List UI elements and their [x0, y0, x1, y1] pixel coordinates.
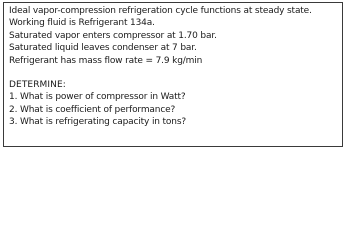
question-1: 1. What is power of compressor in Watt? [9, 92, 186, 103]
given-line-2: Working fluid is Refrigerant 134a. [9, 18, 155, 29]
question-2: 2. What is coefficient of performance? [9, 104, 176, 115]
given-line-1: Ideal vapor-compression refrigeration cycle functions at steady state. [9, 6, 312, 16]
section-spacer [9, 67, 342, 79]
given-line-4: Saturated liquid leaves condenser at 7 bar. [9, 43, 197, 54]
given-line-5: Refrigerant has mass flow rate = 7.9 kg/min [9, 55, 203, 66]
problem-statement-card [3, 2, 343, 147]
given-line-3: Saturated vapor enters compressor at 1.70 bar. [9, 30, 217, 41]
determine-heading: DETERMINE: [9, 80, 66, 91]
question-3: 3. What is refrigerating capacity in tons? [9, 117, 187, 128]
